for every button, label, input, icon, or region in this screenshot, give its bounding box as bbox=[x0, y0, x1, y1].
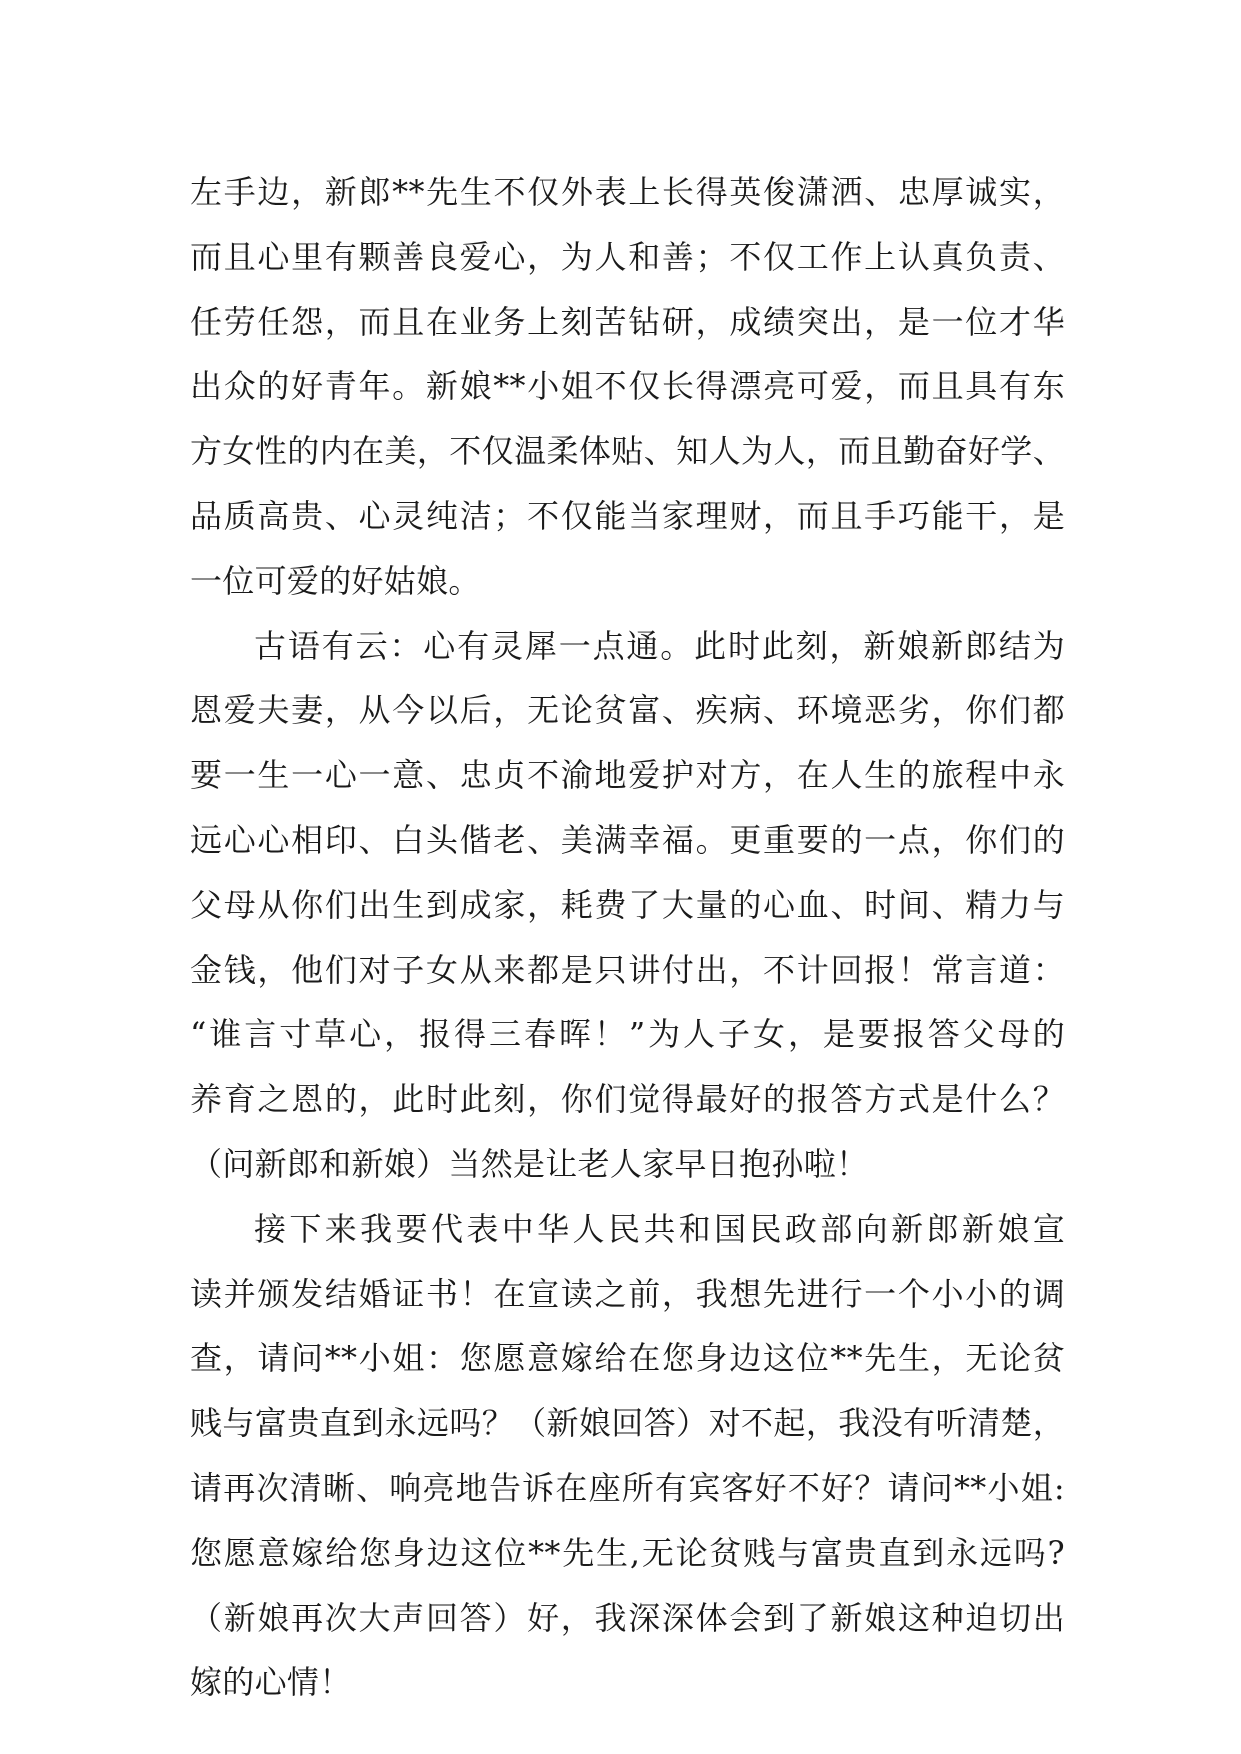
text-line: 品质高贵、心灵纯洁；不仅能当家理财，而且手巧能干，是 bbox=[190, 496, 1065, 535]
text-line: （问新郎和新娘）当然是让老人家早日抱孙啦！ bbox=[190, 1144, 869, 1183]
text-line: 请再次清晰、响亮地告诉在座所有宾客好不好？请问**小姐: bbox=[190, 1468, 1065, 1507]
text-line: （新娘再次大声回答）好，我深深体会到了新娘这种迫切出 bbox=[190, 1598, 1065, 1637]
text-line: 方女性的内在美，不仅温柔体贴、知人为人，而且勤奋好学、 bbox=[190, 432, 1065, 471]
paragraph-first-line: 古语有云：心有灵犀一点通。此时此刻，新娘新郎结为 bbox=[254, 626, 1065, 665]
text-line: 而且心里有颗善良爱心，为人和善；不仅工作上认真负责、 bbox=[190, 237, 1065, 276]
text-line: 贱与富贵直到永远吗？（新娘回答）对不起，我没有听清楚， bbox=[190, 1404, 1065, 1443]
text-line: 查，请问**小姐：您愿意嫁给在您身边这位**先生，无论贫 bbox=[190, 1339, 1065, 1378]
text-line: 左手边，新郎**先生不仅外表上长得英俊潇洒、忠厚诚实， bbox=[190, 173, 1065, 211]
text-line: 远心心相印、白头偕老、美满幸福。更重要的一点，你们的 bbox=[190, 820, 1065, 859]
text-line: 要一生一心一意、忠贞不渝地爱护对方，在人生的旅程中永 bbox=[190, 756, 1065, 795]
text-line: “谁言寸草心，报得三春晖！”为人子女，是要报答父母的 bbox=[190, 1015, 1065, 1054]
paragraph-first-line: 接下来我要代表中华人民共和国民政部向新郎新娘宣 bbox=[254, 1209, 1065, 1248]
text-line: 出众的好青年。新娘**小姐不仅长得漂亮可爱，而且具有东 bbox=[190, 367, 1065, 406]
text-line: 金钱，他们对子女从来都是只讲付出，不计回报！常言道： bbox=[190, 950, 1065, 989]
text-line: 您愿意嫁给您身边这位**先生,无论贫贱与富贵直到永远吗? bbox=[190, 1533, 1065, 1572]
text-line: 父母从你们出生到成家，耗费了大量的心血、时间、精力与 bbox=[190, 885, 1065, 924]
document-body bbox=[190, 160, 1065, 1715]
text-line: 嫁的心情！ bbox=[190, 1663, 352, 1702]
text-line: 读并颁发结婚证书！在宣读之前，我想先进行一个小小的调 bbox=[190, 1274, 1065, 1313]
text-line: 养育之恩的，此时此刻，你们觉得最好的报答方式是什么？ bbox=[190, 1080, 1065, 1119]
text-line: 任劳任怨，而且在业务上刻苦钻研，成绩突出，是一位才华 bbox=[190, 302, 1065, 341]
text-line: 一位可爱的好姑娘。 bbox=[190, 561, 481, 600]
text-line: 恩爱夫妻，从今以后，无论贫富、疾病、环境恶劣，你们都 bbox=[190, 691, 1065, 730]
